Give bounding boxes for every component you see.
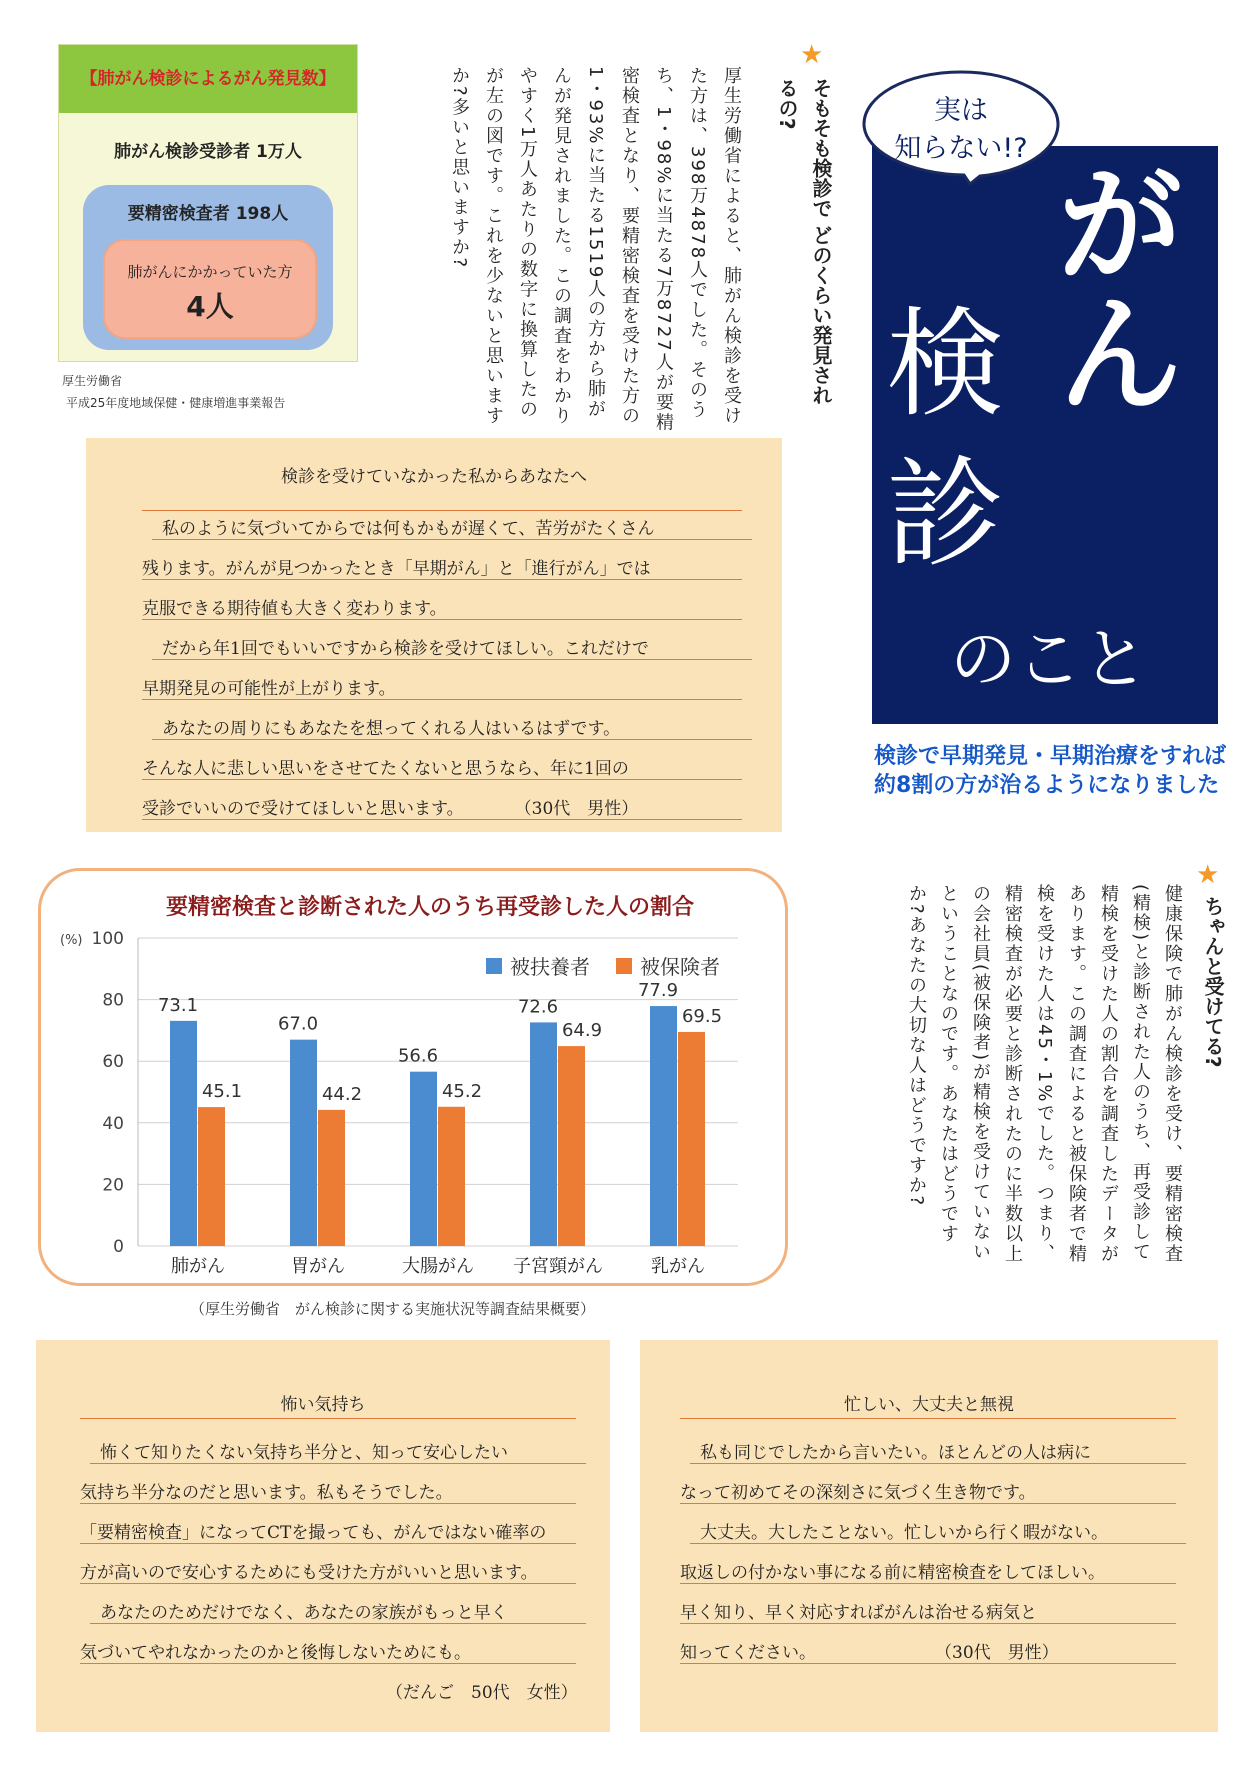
star-icon: ★: [800, 40, 824, 70]
y-tick-label: 100: [91, 929, 124, 949]
legend-label: 被保険者: [640, 955, 720, 979]
diagram-source-1: 厚生労働省: [62, 374, 123, 388]
letter2-line: 方が高いので安心するためにも受けた方がいいと思います。: [80, 1558, 576, 1584]
letter2-line: あなたのためだけでなく、あなたの家族がもっと早く: [90, 1598, 586, 1624]
letter1-line: そんな人に悲しい思いをさせてたくないと思うなら、年に1回の: [142, 754, 742, 780]
data-label: 45.1: [201, 1081, 243, 1103]
letter1-title: 検診を受けていなかった私からあなたへ: [281, 467, 587, 487]
bar: [410, 1072, 437, 1246]
letter3-line: 取返しの付かない事になる前に精密検査をしてほしい。: [680, 1558, 1176, 1584]
article2-title: ちゃんと受けてる?: [1201, 896, 1225, 1068]
bubble-line-2: 知らない!?: [894, 133, 1028, 164]
chart-title: 要精密検査と診断された人のうち再受診した人の割合: [165, 895, 695, 920]
bar: [650, 1006, 677, 1246]
y-tick-label: 0: [113, 1237, 124, 1257]
cancer-found-box: [103, 239, 317, 339]
letter1-line: 早期発見の可能性が上がります。: [142, 674, 742, 700]
letter2-line: 気づいてやれなかったのかと後悔しないためにも。: [80, 1638, 576, 1664]
x-tick-label: 大腸がん: [402, 1256, 474, 1277]
title-gan: がん: [1034, 156, 1186, 416]
data-label: 77.9: [637, 980, 679, 1002]
bar: [530, 1022, 557, 1246]
data-label: 69.5: [681, 1005, 723, 1027]
data-label: 73.1: [157, 994, 199, 1016]
x-tick-label: 子宮頸がん: [513, 1256, 603, 1277]
title-ken: 検: [886, 295, 1005, 433]
examinees-label: 肺がん検診受診者 1万人: [114, 142, 302, 162]
title-nokoto: のこと: [950, 621, 1148, 698]
letter2-title: 怖い気持ち: [280, 1395, 366, 1415]
diagram-source-2: 平成25年度地域保健・健康増進事業報告: [66, 396, 286, 410]
star-icon: ★: [1196, 860, 1220, 890]
chart-bars: [158, 980, 722, 1277]
y-tick-label: 20: [102, 1175, 124, 1196]
chart-legend: [486, 955, 720, 979]
bar: [558, 1046, 585, 1246]
data-label: 64.9: [561, 1020, 603, 1042]
letter1-line: あなたの周りにもあなたを想ってくれる人はいるはずです。: [152, 714, 752, 740]
letter3-line: 早く知り、早く対応すればがんは治せる病気と: [680, 1598, 1176, 1624]
revisit-rate-chart: [38, 868, 782, 1280]
data-label: 72.6: [517, 996, 559, 1018]
bar: [170, 1021, 197, 1246]
diagram-title: 【肺がん検診によるがん発見数】: [59, 45, 357, 113]
letter1-line: 残ります。がんが見つかったとき「早期がん」と「進行がん」では: [142, 554, 742, 580]
y-tick-label: 60: [102, 1052, 124, 1073]
letter1-line: 私のように気づいてからでは何もかもが遅くて、苦労がたくさん: [152, 514, 752, 540]
tagline: 検診で早期発見・早期治療をすれば約8割の方が治るようになりました: [874, 744, 1227, 798]
letter1-line: だから年1回でもいいですから検診を受けてほしい。これだけで: [152, 634, 752, 660]
cancer-detection-diagram: [58, 44, 358, 362]
letter3-line: 私も同じでしたから言いたい。ほとんどの人は病に: [690, 1438, 1186, 1464]
data-label: 45.2: [441, 1080, 483, 1102]
legend-swatch: [616, 958, 632, 974]
bubble-text: [858, 92, 1064, 168]
letter3-title: 忙しい、大丈夫と無視: [844, 1395, 1014, 1415]
detailed-exam-label: 要精密検査者 198人: [127, 204, 289, 224]
bubble-line-1: 実は: [934, 95, 988, 126]
data-label: 67.0: [277, 1013, 319, 1035]
letter2-line: 「要精密検査」になってCTを撮っても、がんではない確率の: [80, 1518, 576, 1544]
letter2-signature: （だんご 50代 女性）: [386, 1683, 578, 1703]
letter3-line: 知ってください。 （30代 男性）: [680, 1638, 1176, 1664]
bar: [438, 1107, 465, 1246]
bar: [678, 1032, 705, 1246]
chart-source: （厚生労働省 がん検診に関する実施状況等調査結果概要）: [190, 1300, 596, 1318]
letter3-line: なって初めてその深刻さに気づく生き物です。: [680, 1478, 1176, 1504]
y-tick-label: 80: [102, 990, 124, 1011]
letter3-line: 大丈夫。大したことない。忙しいから行く暇がない。: [690, 1518, 1186, 1544]
letter2-line: 怖くて知りたくない気持ち半分と、知って安心したい: [90, 1438, 586, 1464]
detailed-exam-box: [83, 185, 333, 350]
letter-box-3: [640, 1340, 1218, 1732]
x-tick-label: 胃がん: [291, 1256, 345, 1277]
y-axis-unit: (%): [60, 933, 83, 948]
letter1-line: 受診でいいので受けてほしいと思います。 （30代 男性）: [142, 794, 742, 820]
x-tick-label: 乳がん: [651, 1256, 705, 1277]
title-shin: 診: [886, 445, 1005, 583]
article2-body: 健康保険で肺がん検診を受け、要精密検査(精検)と診断された人のうち、再受診して精検を受けた人の割合を調査したデータがあります。この調査によると被保険者で精検を受けた人は45・1%でした。つまり、精密検査が必要と診断されたのに半数以上の会社員(被保険者)が精検を受けていないということなのです。あなたはどうですか?あなたの大切な人はどうですか?: [906, 884, 1183, 1264]
data-label: 56.6: [397, 1045, 439, 1067]
y-tick-label: 40: [102, 1113, 124, 1134]
letter-box-1: [86, 438, 782, 832]
legend-swatch: [486, 958, 502, 974]
article1-body: 厚生労働省によると、肺がん検診を受けた方は、398万4878人でした。そのうち、1・98%に当たる7万8727人が要精密検査となり、要精密検査を受けた方の1・93%に当たる1519人の方から肺がんが発見されました。この調査をわかりやすく1万人あたりの数字に換算したのが左の図です。これを少ないと思いますか?多いと思いますか?: [449, 66, 742, 433]
bar: [198, 1107, 225, 1246]
bar: [290, 1040, 317, 1246]
article1-title: そもそも検診で どのくらい発見されるの?: [775, 78, 833, 405]
legend-label: 被扶養者: [510, 955, 590, 979]
letter2-line: 気持ち半分なのだと思います。私もそうでした。: [80, 1478, 576, 1504]
bar: [318, 1110, 345, 1246]
x-tick-label: 肺がん: [171, 1256, 225, 1277]
letter1-line: 克服できる期待値も大きく変わります。: [142, 594, 742, 620]
letter-box-2: [36, 1340, 610, 1732]
cancer-found-count: 4人: [186, 290, 234, 323]
cancer-found-label: 肺がんにかかっていた方: [127, 263, 293, 281]
data-label: 44.2: [321, 1083, 363, 1105]
